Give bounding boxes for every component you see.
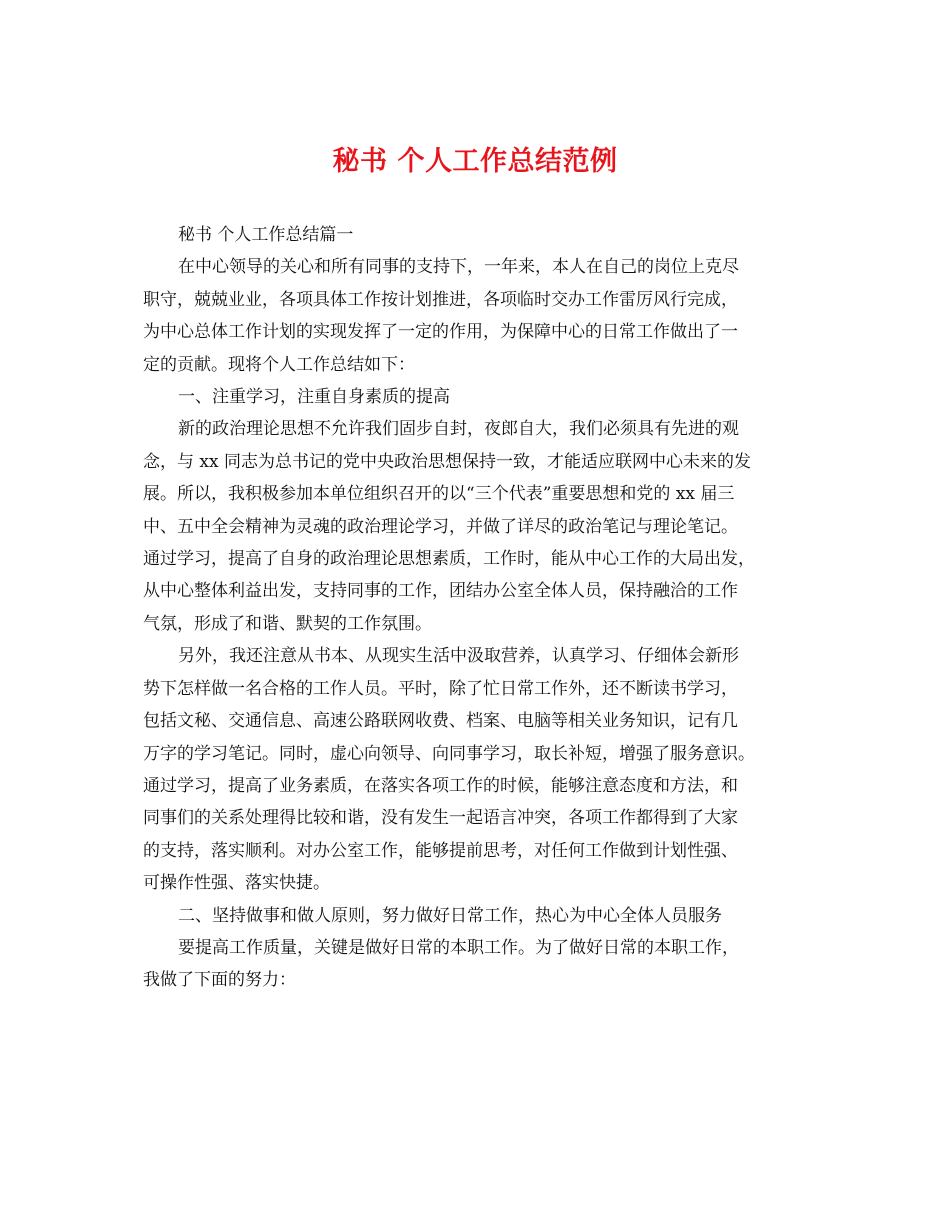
section-heading: 一、注重学习，注重自身素质的提高 <box>178 387 450 408</box>
text-line: 新的政治理论思想不允许我们固步自封，夜郎自大，我们必须具有先进的观 <box>178 419 739 440</box>
text-line: 势下怎样做一名合格的工作人员。平时，除了忙日常工作外，还不断读书学习， <box>143 678 738 699</box>
text-line: 中、五中全会精神为灵魂的政治理论学习，并做了详尽的政治笔记与理论笔记。 <box>143 516 738 537</box>
section-heading: 二、坚持做事和做人原则，努力做好日常工作，热心为中心全体人员服务 <box>178 905 722 926</box>
text-line: 职守，兢兢业业，各项具体工作按计划推进，各项临时交办工作雷厉风行完成， <box>143 289 738 310</box>
text-line: 念，与 xx 同志为总书记的党中央政治思想保持一致，才能适应联网中心未来的发 <box>143 451 751 472</box>
text-line: 从中心整体利益出发，支持同事的工作，团结办公室全体人员，保持融洽的工作 <box>143 581 738 602</box>
text-line: 可操作性强、落实快捷。 <box>143 873 330 894</box>
text-line: 同事们的关系处理得比较和谐，没有发生一起语言冲突，各项工作都得到了大家 <box>143 808 738 829</box>
text-line: 气氛，形成了和谐、默契的工作氛围。 <box>143 613 432 634</box>
text-line: 为中心总体工作计划的实现发挥了一定的作用，为保障中心的日常工作做出了一 <box>143 322 738 343</box>
text-line: 通过学习，提高了业务素质，在落实各项工作的时候，能够注意态度和方法，和 <box>143 775 738 796</box>
document-title: 秘书 个人工作总结范例 <box>332 146 618 177</box>
text-line: 定的贡献。现将个人工作总结如下： <box>143 354 415 375</box>
text-line: 我做了下面的努力： <box>143 970 296 991</box>
document-body <box>143 219 807 997</box>
text-line: 的支持，落实顺利。对办公室工作，能够提前思考，对任何工作做到计划性强、 <box>143 840 738 861</box>
text-line: 展。所以，我积极参加本单位组织召开的以“三个代表”重要思想和党的 xx 届三 <box>143 484 735 505</box>
text-line: 通过学习，提高了自身的政治理论思想素质，工作时，能从中心工作的大局出发， <box>143 549 755 570</box>
section-heading: 秘书 个人工作总结篇一 <box>178 225 354 245</box>
text-line: 另外，我还注意从书本、从现实生活中汲取营养，认真学习、仔细体会新形 <box>178 646 739 667</box>
text-line: 包括文秘、交通信息、高速公路联网收费、档案、电脑等相关业务知识，记有几 <box>143 711 738 732</box>
text-line: 万字的学习笔记。同时，虚心向领导、向同事学习，取长补短，增强了服务意识。 <box>143 743 755 764</box>
text-line: 在中心领导的关心和所有同事的支持下，一年来，本人在自己的岗位上克尽 <box>178 257 739 278</box>
text-line: 要提高工作质量，关键是做好日常的本职工作。为了做好日常的本职工作， <box>178 937 739 958</box>
